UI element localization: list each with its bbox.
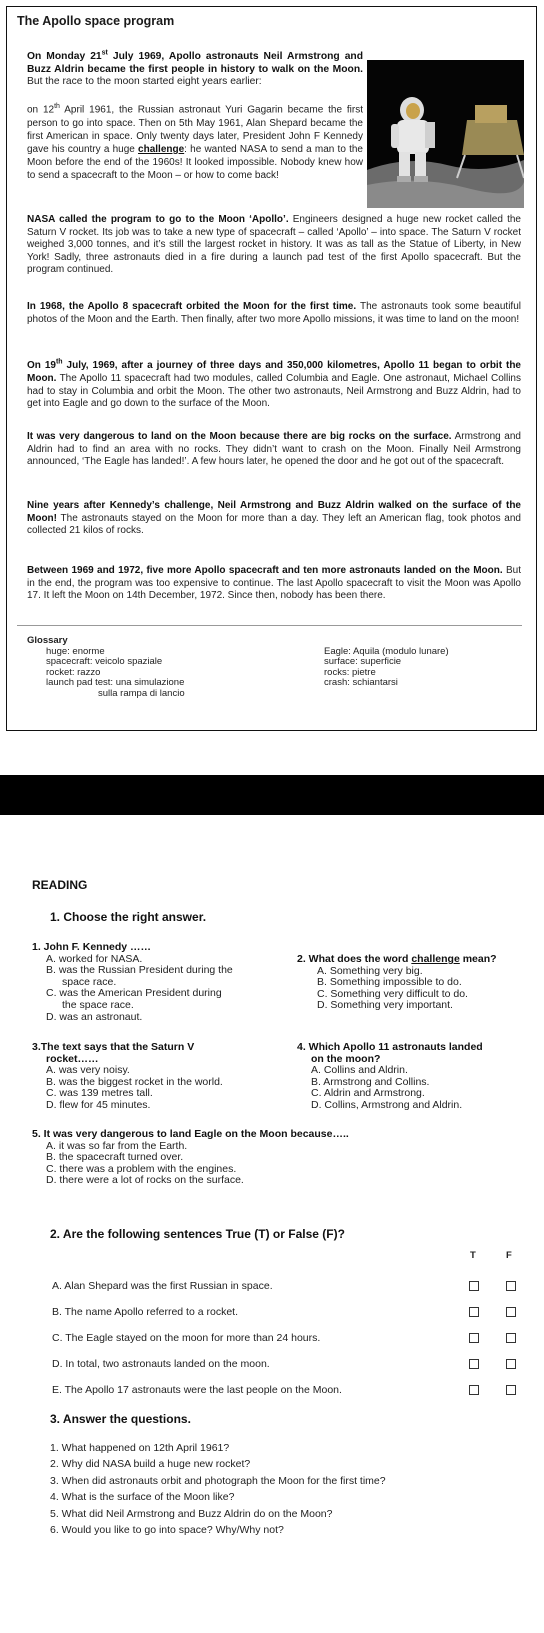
false-checkbox[interactable] bbox=[506, 1307, 516, 1317]
option: space race. bbox=[62, 975, 117, 988]
question-4: 4. Which Apollo 11 astronauts landed on the moon? A. Collins and Aldrin. B. Armstrong and Collins. C. Aldrin and Armstrong. D. Collins, Armstrong and Aldrin. bbox=[297, 1041, 483, 1111]
glossary-item: rocks: pietre bbox=[324, 666, 376, 678]
option[interactable]: D. was an astronaut. bbox=[46, 1010, 143, 1023]
tf-statement: A. Alan Shepard was the first Russian in space. bbox=[52, 1280, 273, 1292]
paragraph-5: On 19th July, 1969, after a journey of three days and 350,000 kilometres, Apollo 11 began to orbit the Moon. The Apollo 11 spacecraft had two modules, called Columbia and Eagle. One astronaut, Michael Collins had to stay in Columbia and orbit the Moon. The other two astronauts, Neil Armstrong and Buzz Aldrin, had to get into Eagle and go down to the surface of the Moon. bbox=[27, 359, 521, 410]
false-checkbox[interactable] bbox=[506, 1281, 516, 1291]
astronaut-on-moon-photo bbox=[367, 60, 524, 208]
option[interactable]: C. Something very difficult to do. bbox=[317, 987, 468, 1000]
question-3: 3.The text says that the Saturn V rocket…… A. was very noisy. B. was the biggest rocket in the world. C. was 139 metres tall. D. flew for 45 minutes. bbox=[32, 1041, 223, 1111]
tf-statement: B. The name Apollo referred to a rocket. bbox=[52, 1306, 238, 1318]
true-checkbox[interactable] bbox=[469, 1385, 479, 1395]
paragraph-1: On Monday 21st July 1969, Apollo astronauts Neil Armstrong and Buzz Aldrin became the first people in history to walk on the Moon. But the race to the moon started eight years earlier: bbox=[27, 50, 363, 88]
option[interactable]: C. was 139 metres tall. bbox=[46, 1087, 153, 1100]
option[interactable]: B. the spacecraft turned over. bbox=[46, 1151, 184, 1164]
page-title: The Apollo space program bbox=[17, 14, 175, 28]
option[interactable]: A. was very noisy. bbox=[46, 1064, 130, 1077]
paragraph-8: Between 1969 and 1972, five more Apollo spacecraft and ten more astronauts landed on the Moon. But in the end, the program was too expensive to continue. The last Apollo spacecraft to visit the Moon was Apollo 17. It left the Moon on 14th December, 1972. Since then, nobody has been there. bbox=[27, 565, 521, 602]
true-checkbox[interactable] bbox=[469, 1359, 479, 1369]
black-bar bbox=[0, 775, 544, 815]
question-item: 6. Would you like to go into space? Why/Why not? bbox=[50, 1524, 284, 1537]
true-checkbox[interactable] bbox=[469, 1333, 479, 1343]
glossary-item: rocket: razzo bbox=[46, 666, 101, 678]
tf-statement: D. In total, two astronauts landed on the moon. bbox=[52, 1358, 270, 1370]
option[interactable]: C. there was a problem with the engines. bbox=[46, 1162, 237, 1175]
option[interactable]: B. Armstrong and Collins. bbox=[311, 1075, 430, 1088]
question-item: 1. What happened on 12th April 1961? bbox=[50, 1442, 230, 1454]
paragraph-4: In 1968, the Apollo 8 spacecraft orbited the Moon for the first time. The astronauts took some beautiful photos of the Moon and the Earth. Then finally, after two more Apollo missions, it was time to land on the moon! bbox=[27, 301, 521, 325]
question-5: 5. It was very dangerous to land Eagle on the Moon because….. A. it was so far from the Earth. B. the spacecraft turned over. C. there was a problem with the engines. D. there were a lot of rocks on the surface. bbox=[32, 1128, 349, 1187]
true-checkbox[interactable] bbox=[469, 1307, 479, 1317]
paragraph-7: Nine years after Kennedy’s challenge, Neil Armstrong and Buzz Aldrin walked on the surface of the Moon! The astronauts stayed on the Moon for more than a day. They left an American flag, took photos and collected 21 kilos of rocks. bbox=[27, 500, 521, 537]
question-1: 1. John F. Kennedy …… A. worked for NASA. B. was the Russian President during the space race. C. was the American President during the space race. D. was an astronaut. bbox=[32, 941, 233, 1023]
option[interactable]: D. Collins, Armstrong and Aldrin. bbox=[311, 1098, 463, 1111]
false-checkbox[interactable] bbox=[506, 1359, 516, 1369]
tf-statement: C. The Eagle stayed on the moon for more than 24 hours. bbox=[52, 1332, 321, 1344]
option[interactable]: D. Something very important. bbox=[317, 999, 453, 1012]
option[interactable]: A. Something very big. bbox=[317, 964, 423, 977]
paragraph-3: NASA called the program to go to the Moon ‘Apollo’. Engineers designed a huge new rocket called the Saturn V rocket. Its job was to take a new type of spacecraft – called ‘Apollo’ – into space. The Saturn V rocket weighed 3,000 tonnes, and it’s still the largest rocket in history. It was as tall as the Statue of Liberty, in New York! Sadly, three astronauts died in a fire during a launch pad test of the first Apollo spacecraft. But the program continued. bbox=[27, 214, 521, 276]
divider bbox=[17, 625, 522, 626]
question-item: 5. What did Neil Armstrong and Buzz Aldrin do on the Moon? bbox=[50, 1507, 333, 1520]
glossary-item: Eagle: Aquila (modulo lunare) bbox=[324, 646, 449, 657]
glossary-item: spacecraft: veicolo spaziale bbox=[46, 656, 163, 668]
option[interactable]: C. was the American President during bbox=[46, 987, 222, 1000]
tf-statement: E. The Apollo 17 astronauts were the last people on the Moon. bbox=[52, 1384, 342, 1396]
paragraph-2: on 12th April 1961, the Russian astronaut Yuri Gagarin became the first person to go into space. Then on 5th May 1961, Alan Shepard became the first American in space. Only twenty days later, President John F Kennedy gave his country a huge challenge: he wanted NASA to send a man to the Moon before the end of the 1960s! It looked impossible. Nobody knew how to send a spacecraft to the Moon – or how to come back! bbox=[27, 103, 363, 182]
true-column-header: T bbox=[470, 1250, 476, 1261]
exercise-1-title: 1. Choose the right answer. bbox=[50, 910, 207, 924]
glossary-right bbox=[324, 647, 449, 689]
glossary-item: surface: superficie bbox=[324, 656, 402, 668]
exercise-2-title: 2. Are the following sentences True (T) or False (F)? bbox=[50, 1227, 345, 1241]
option[interactable]: D. there were a lot of rocks on the surface. bbox=[46, 1174, 244, 1187]
questions-list bbox=[50, 1440, 386, 1538]
question-item: 3. When did astronauts orbit and photograph the Moon for the first time? bbox=[50, 1474, 386, 1487]
false-checkbox[interactable] bbox=[506, 1333, 516, 1343]
question-item: 4. What is the surface of the Moon like? bbox=[50, 1491, 235, 1504]
option[interactable]: B. was the biggest rocket in the world. bbox=[46, 1075, 223, 1088]
paragraph-6: It was very dangerous to land on the Moon because there are big rocks on the surface. Armstrong and Aldrin had to find an area with no rocks. They didn’t want to crash on the Moon. Finally Neil Armstrong announced, ‘The Eagle has landed!’. A few hours later, he opened the door and he got out of the spacecraft. bbox=[27, 431, 521, 468]
option[interactable]: A. Collins and Aldrin. bbox=[311, 1064, 408, 1077]
true-checkbox[interactable] bbox=[469, 1281, 479, 1291]
glossary-item: huge: enorme bbox=[46, 646, 105, 657]
glossary-item: launch pad test: una simulazione bbox=[46, 677, 185, 689]
false-column-header: F bbox=[506, 1250, 512, 1261]
glossary-left bbox=[46, 647, 185, 699]
glossary-item: crash: schiantarsi bbox=[324, 677, 398, 689]
option[interactable]: A. it was so far from the Earth. bbox=[46, 1139, 188, 1152]
question-2: 2. What does the word challenge mean? A. Something very big. B. Something impossible to do. C. Something very difficult to do. D. Something very important. bbox=[297, 953, 497, 1012]
false-checkbox[interactable] bbox=[506, 1385, 516, 1395]
exercise-3-title: 3. Answer the questions. bbox=[50, 1412, 191, 1426]
option: the space race. bbox=[62, 998, 134, 1011]
option[interactable]: D. flew for 45 minutes. bbox=[46, 1098, 151, 1111]
reading-heading: READING bbox=[32, 878, 88, 892]
glossary-heading: Glossary bbox=[27, 635, 68, 646]
option[interactable]: B. was the Russian President during the bbox=[46, 964, 233, 977]
option[interactable]: C. Aldrin and Armstrong. bbox=[311, 1087, 425, 1100]
question-item: 2. Why did NASA build a huge new rocket? bbox=[50, 1458, 251, 1471]
option[interactable]: A. worked for NASA. bbox=[46, 952, 143, 965]
option[interactable]: B. Something impossible to do. bbox=[317, 976, 462, 989]
glossary-item: sulla rampa di lancio bbox=[98, 687, 185, 699]
